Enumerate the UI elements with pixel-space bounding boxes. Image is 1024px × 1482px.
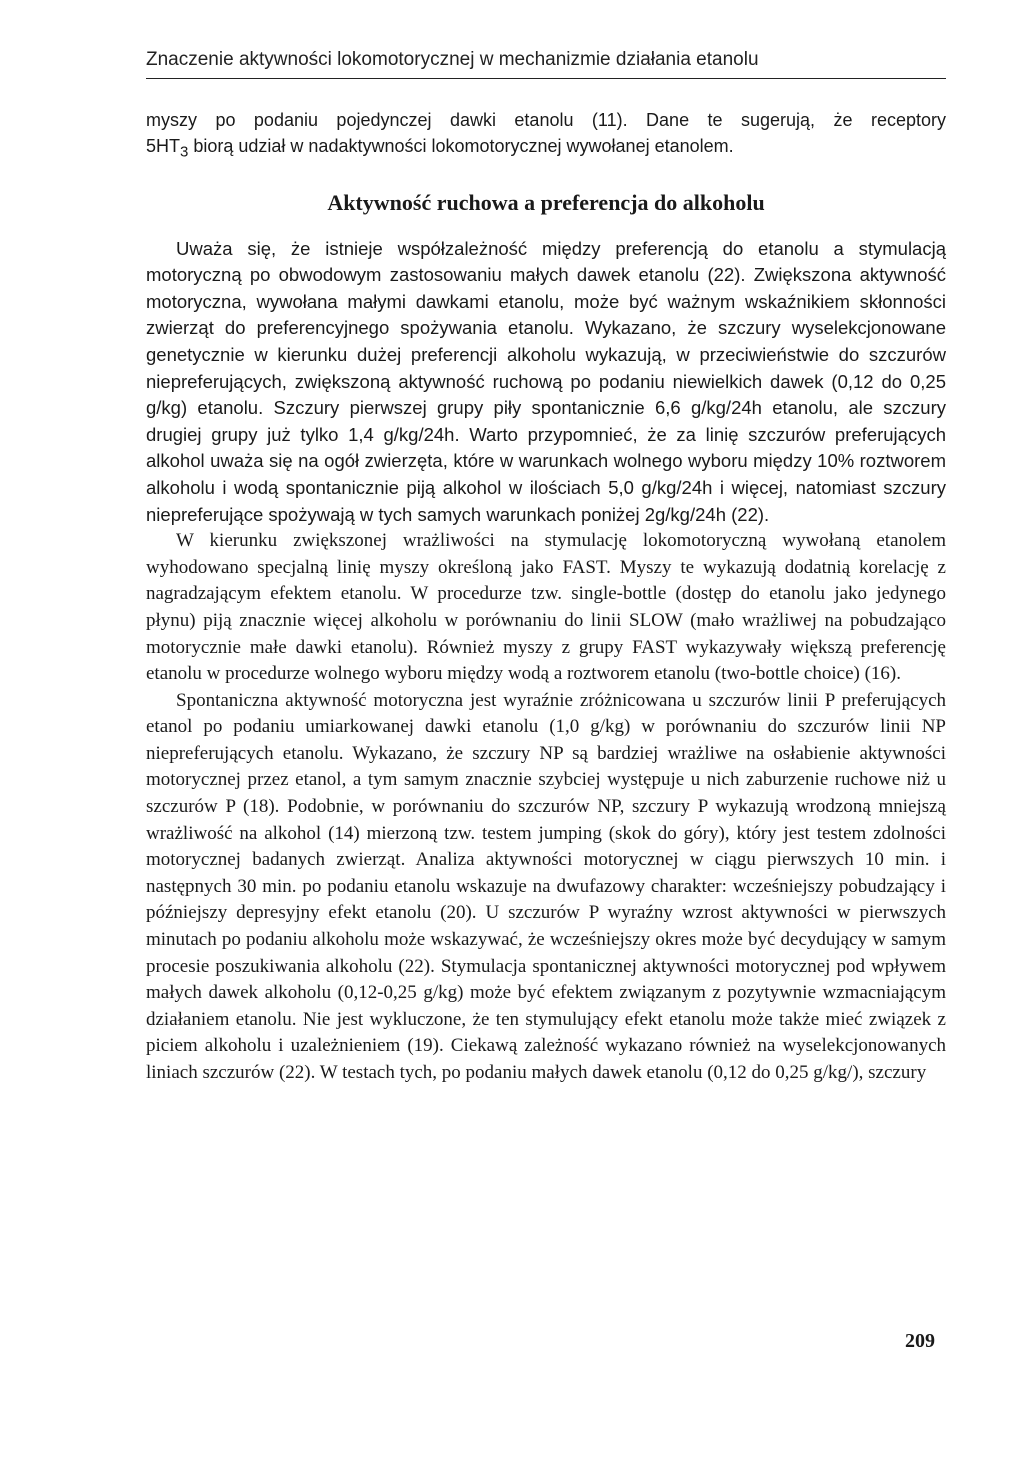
running-head: Znaczenie aktywności lokomotorycznej w mechanizmie działania etanolu [146,48,946,79]
receptor-name: 5HT [146,136,181,156]
paragraph-3: Spontaniczna aktywność motoryczna jest wyraźnie zróżnicowana u szczurów linii P preferujących etanol po podaniu umiarkowanej dawki etanolu (1,0 g/kg) w porównaniu do szczurów linii NP niepreferujących etanolu. Wykazano, że szczury NP są bardziej wrażliwe na osłabienie aktywności motorycznej przez etanol, a tym samym znacznie szybciej występuje u nich zaburzenie ruchowe niż u szczurów P (18). Podobnie, w porównaniu do szczurów NP, szczury P wykazują wrodzoną mniejszą wrażliwość na alkohol (14) mierzoną tzw. testem jumping (skok do góry), który jest testem zdolności motorycznej badanych zwierząt. Analiza aktywności motorycznej w ciągu pierwszych 10 min. i następnych 30 min. po podaniu etanolu wskazuje na dwufazowy charakter: wcześniejszy pobudzający i późniejszy depresyjny efekt etanolu (20). U szczurów P wyraźny wzrost aktywności w pierwszych minutach po podaniu alkoholu może wskazywać, że wcześniejszy okres może być decydujący w samym procesie poszukiwania alkoholu (22). Stymulacja spontanicznej aktywności motorycznej pod wpływem małych dawek alkoholu (0,12-0,25 g/kg) może być efektem związanym z pozytywnie wzmacniającym działaniem etanolu. Nie jest wykluczone, że ten stymulujący efekt etanolu może także mieć związek z piciem alkoholu i uzależnieniem (19). Ciekawą zależność wykazano również na wyselekcjonowanych liniach szczurów (22). W testach tych, po podaniu małych dawek etanolu (0,12 do 0,25 g/kg/), szczury [146,689,946,1083]
page-number: 209 [905,1330,935,1352]
document-page [146,48,946,1087]
paragraph-2: W kierunku zwiększonej wrażliwości na stymulację lokomotoryczną wywołaną etanolem wyhodowano specjalną linię myszy określoną jako FAST. Myszy te wykazują dodatnią korelację z nagradzającym efektem etanolu. W procedurze tzw. single-bottle (dostęp do etanolu jako jedynego płynu) piją znacznie więcej alkoholu w porównaniu do linii SLOW (mało wrażliwej na pobudzająco motorycznie małe dawki etanolu). Również myszy z grupy FAST wykazywały większą preferencję etanolu w procedurze wolnego wyboru między wodą a roztworem etanolu (two-bottle choice) (16). [146,530,946,685]
lead-text [146,107,946,166]
section-heading: Aktywność ruchowa a preferencja do alkoholu [327,189,765,215]
paragraph-1: Uważa się, że istnieje współzależność między preferencją do etanolu a stymulacją motoryczną po obwodowym zastosowaniu małych dawek etanolu (22). Zwiększona aktywność motoryczna, wywołana małymi dawkami etanolu, może być ważnym wskaźnikiem skłonności zwierząt do preferencyjnego spożywania etanolu. Wykazano, że szczury wyselekcjonowane genetycznie w kierunku dużej preferencji alkoholu wykazują, w przeciwieństwie do szczurów niepreferujących, zwiększoną aktywność ruchową po podaniu niewielkich dawek (0,12 do 0,25 g/kg) etanolu. Szczury pierwszej grupy piły spontanicznie 6,6 g/kg/24h etanolu, ale szczury drugiej grupy już tylko 1,4 g/kg/24h. Warto przypomnieć, że za linię szczurów preferujących alkohol uważa się na ogół zwierzęta, które w warunkach wolnego wyboru między 10% roztworem alkoholu i wodą spontanicznie piją alkohol w ilościach 5,0 g/kg/24h i więcej, natomiast szczury niepreferujące spożywają w tych samych warunkach poniżej 2g/kg/24h (22). [146,237,946,525]
lead-line-2 [146,133,946,166]
lead-line-2-rest: biorą udział w nadaktywności lokomotorycznej wywołanej etanolem. [188,136,734,156]
lead-line-1: myszy po podaniu pojedynczej dawki etanolu (11). Dane te sugerują, że receptory [146,110,946,130]
receptor-subscript: 3 [180,143,189,161]
body-text [146,236,946,1087]
